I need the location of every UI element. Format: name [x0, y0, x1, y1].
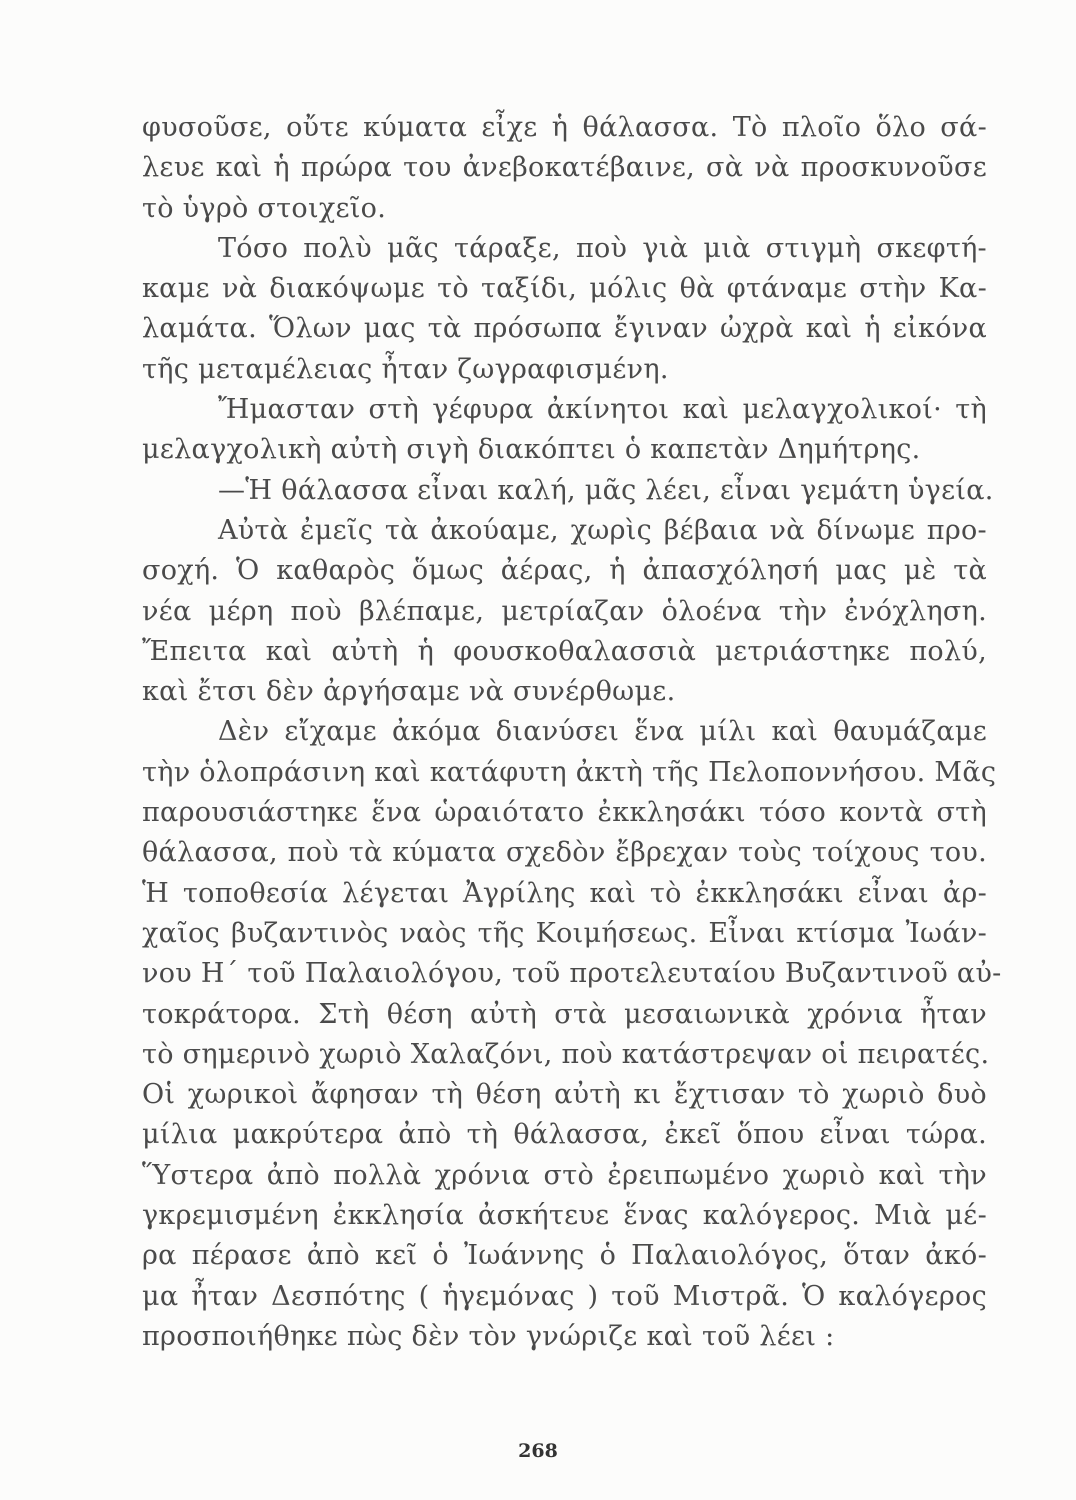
text-line: μα ἦταν Δεσπότης ( ἡγεμόνας ) τοῦ Μιστρᾶ. Ὁ καλόγερος — [142, 1280, 987, 1312]
text-line: λαμάτα. Ὅλων μας τὰ πρόσωπα ἔγιναν ὠχρὰ καὶ ἡ εἰκόνα — [142, 313, 987, 345]
page-number: 268 — [518, 1440, 558, 1462]
text-line: μίλια μακρύτερα ἀπὸ τὴ θάλασσα, ἐκεῖ ὅπου εἶναι τώρα. — [142, 1119, 987, 1151]
body-text — [142, 108, 1002, 1357]
text-line: καμε νὰ διακόψωμε τὸ ταξίδι, μόλις θὰ φτάναμε στὴν Κα- — [142, 273, 987, 305]
text-line: Ἡ τοποθεσία λέγεται Ἀγρίλης καὶ τὸ ἐκκλησάκι εἶναι ἀρ- — [142, 877, 987, 909]
text-line: χαῖος βυζαντινὸς ναὸς τῆς Κοιμήσεως. Εἶναι κτίσμα Ἰωάν- — [142, 917, 987, 949]
text-line: Ὕστερα ἀπὸ πολλὰ χρόνια στὸ ἐρειπωμένο χωριὸ καὶ τὴν — [142, 1159, 987, 1191]
text-line: μελαγχολικὴ αὐτὴ σιγὴ διακόπτει ὁ καπετὰν Δημήτρης. — [142, 434, 921, 466]
text-line: Οἱ χωρικοὶ ἄφησαν τὴ θέση αὐτὴ κι ἔχτισαν τὸ χωριὸ δυὸ — [142, 1079, 987, 1111]
text-line: νου Η΄ τοῦ Παλαιολόγου, τοῦ προτελευταίου Βυζαντινοῦ αὐ- — [142, 958, 1002, 990]
text-line: σοχή. Ὁ καθαρὸς ὅμως ἀέρας, ἡ ἀπασχόλησή μας μὲ τὰ — [142, 555, 987, 587]
text-line: παρουσιάστηκε ἕνα ὡραιότατο ἐκκλησάκι τόσο κοντὰ στὴ — [142, 797, 987, 829]
text-line: Αὐτὰ ἐμεῖς τὰ ἀκούαμε, χωρὶς βέβαια νὰ δίνωμε προ- — [218, 514, 987, 546]
text-line: προσποιήθηκε πὼς δὲν τὸν γνώριζε καὶ τοῦ λέει : — [142, 1320, 835, 1352]
text-line: τὸ ὑγρὸ στοιχεῖο. — [142, 192, 387, 224]
text-line: ρα πέρασε ἀπὸ κεῖ ὁ Ἰωάννης ὁ Παλαιολόγος, ὅταν ἀκό- — [142, 1240, 987, 1272]
text-line: Δὲν εἴχαμε ἀκόμα διανύσει ἕνα μίλι καὶ θαυμάζαμε — [218, 716, 987, 748]
text-line: Τόσο πολὺ μᾶς τάραξε, ποὺ γιὰ μιὰ στιγμὴ σκεφτή- — [218, 232, 987, 264]
text-line: θάλασσα, ποὺ τὰ κύματα σχεδὸν ἔβρεχαν τοὺς τοίχους του. — [142, 837, 987, 869]
text-line: λευε καὶ ἡ πρώρα του ἀνεβοκατέβαινε, σὰ νὰ προσκυνοῦσε — [142, 152, 987, 184]
text-line: νέα μέρη ποὺ βλέπαμε, μετρίαζαν ὁλοένα τὴν ἐνόχληση. — [142, 595, 987, 627]
text-line: γκρεμισμένη ἐκκλησία ἀσκήτευε ἕνας καλόγερος. Μιὰ μέ- — [142, 1200, 987, 1232]
text-line: τῆς μεταμέλειας ἦταν ζωγραφισμένη. — [142, 353, 669, 385]
text-line: —Ἡ θάλασσα εἶναι καλή, μᾶς λέει, εἶναι γεμάτη ὑγεία. — [218, 474, 994, 506]
text-line: Ἤμασταν στὴ γέφυρα ἀκίνητοι καὶ μελαγχολικοί· τὴ — [218, 394, 987, 426]
text-line: τὴν ὁλοπράσινη καὶ κατάφυτη ἀκτὴ τῆς Πελοποννήσου. Μᾶς — [142, 756, 997, 788]
text-line: καὶ ἔτσι δὲν ἀργήσαμε νὰ συνέρθωμε. — [142, 676, 676, 708]
text-line: φυσοῦσε, οὔτε κύματα εἶχε ἡ θάλασσα. Τὸ πλοῖο ὅλο σά- — [142, 112, 987, 143]
text-line: Ἔπειτα καὶ αὐτὴ ἡ φουσκοθαλασσιὰ μετριάστηκε πολύ, — [142, 635, 987, 667]
text-line: τοκράτορα. Στὴ θέση αὐτὴ στὰ μεσαιωνικὰ χρόνια ἦταν — [142, 998, 987, 1030]
text-line: τὸ σημερινὸ χωριὸ Χαλαζόνι, ποὺ κατάστρεψαν οἱ πειρατές. — [142, 1038, 990, 1070]
